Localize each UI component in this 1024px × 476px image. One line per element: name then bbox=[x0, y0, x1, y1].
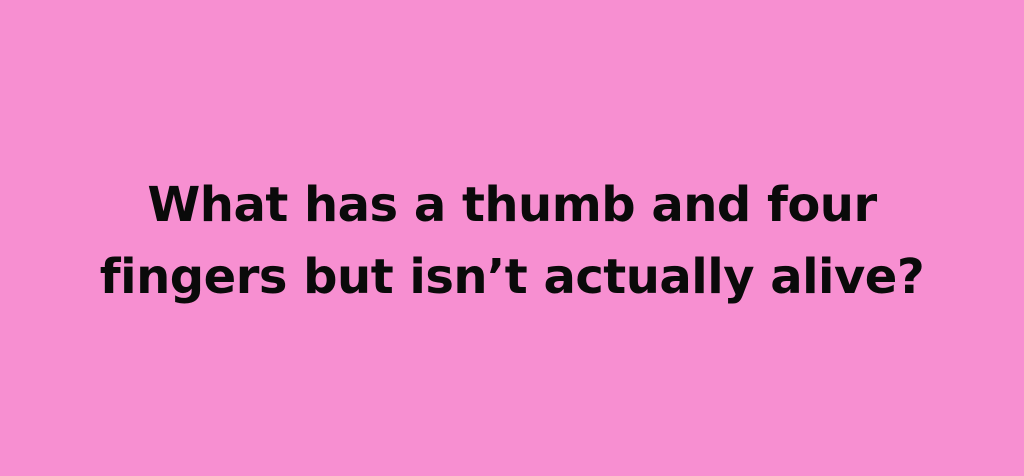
riddle-line-2: fingers but isn’t actually alive? bbox=[99, 249, 925, 305]
riddle-line-1: What has a thumb and four bbox=[147, 177, 877, 233]
riddle-question bbox=[100, 163, 924, 313]
